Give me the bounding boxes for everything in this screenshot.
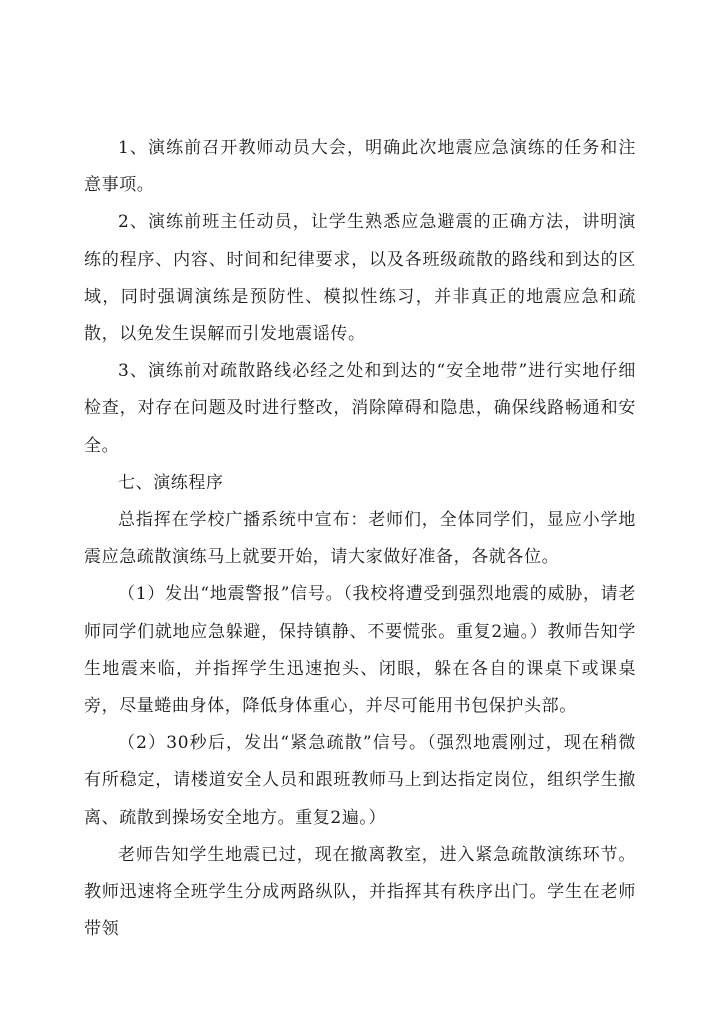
paragraph-step-3: 3、演练前对疏散路线必经之处和到达的“安全地带”进行实地仔细检查，对存在问题及时进行整改，消除障碍和隐患，确保线路畅通和安全。 [84, 361, 636, 456]
paragraph-earthquake-alarm: （1）发出“地震警报”信号。（我校将遭受到强烈地震的威胁，请老师同学们就地应急躲避，保持镇静、不要慌张。重复2遍。）教师告知学生地震来临，并指挥学生迅速抱头、闭眼，躲在各自的课桌下或课桌旁，尽量蜷曲身体，降低身体重心，并尽可能用书包保护头部。 [84, 584, 636, 717]
paragraph-commander-announcement: 总指挥在学校广播系统中宣布：老师们，全体同学们，显应小学地震应急疏散演练马上就要开始，请大家做好准备，各就各位。 [84, 510, 636, 568]
paragraph-teacher-instructions: 老师告知学生地震已过，现在撤离教室，进入紧急疏散演练环节。教师迅速将全班学生分成两路纵队，并指挥其有秩序出门。学生在老师带领 [84, 844, 636, 940]
paragraph-emergency-evacuation: （2）30秒后，发出“紧急疏散”信号。（强烈地震刚过，现在稍微有所稳定，请楼道安全人员和跟班教师马上到达指定岗位，组织学生撤离、疏散到操场安全地方。重复2遍。） [84, 733, 636, 828]
section-heading-drill-procedure: 七、演练程序 [118, 472, 224, 493]
paragraph-step-1: 1、演练前召开教师动员大会，明确此次地震应急演练的任务和注意事项。 [84, 138, 636, 196]
paragraph-step-2: 2、演练前班主任动员，让学生熟悉应急避震的正确方法，讲明演练的程序、内容、时间和纪律要求，以及各班级疏散的路线和到达的区域，同时强调演练是预防性、模拟性练习，并非真正的地震应急和疏散，以免发生误解而引发地震谣传。 [84, 212, 636, 345]
document-body [84, 130, 636, 948]
